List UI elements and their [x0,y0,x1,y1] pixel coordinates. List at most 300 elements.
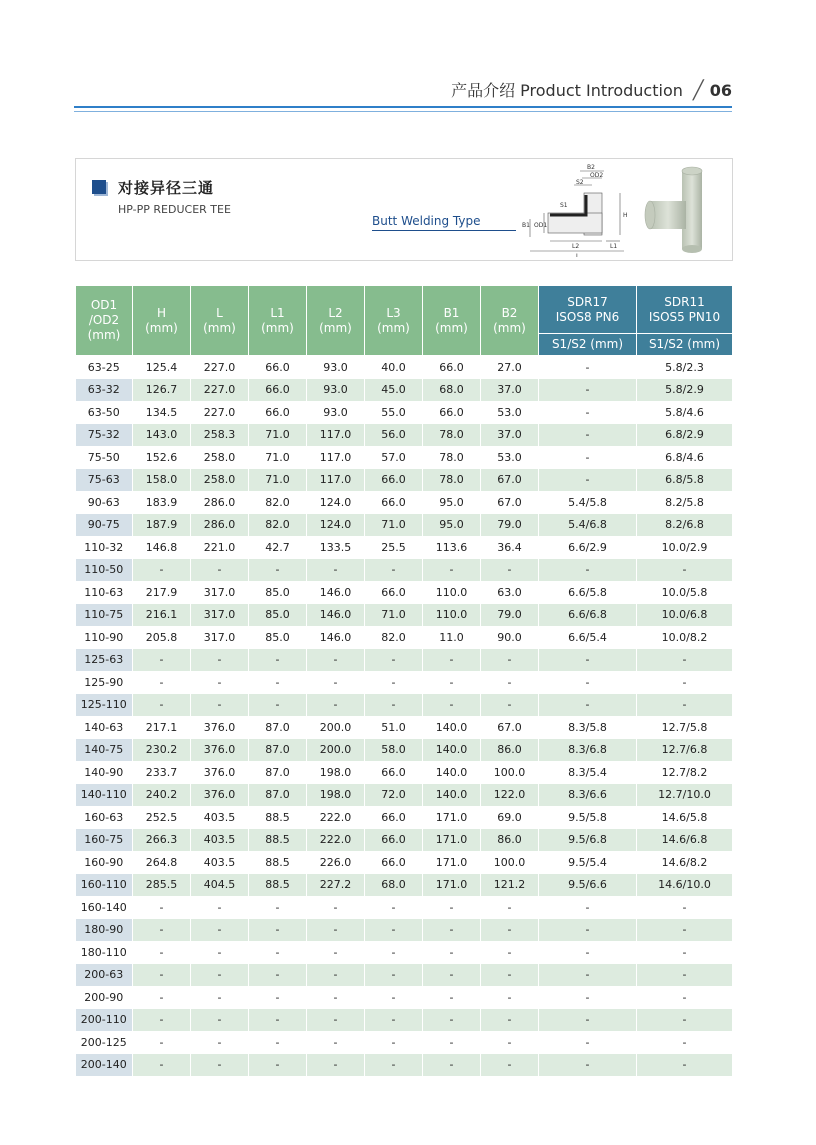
table-cell: 79.0 [481,514,539,537]
table-cell: - [365,1009,423,1032]
table-row [76,671,733,694]
table-cell: - [539,379,637,402]
table-cell: 58.0 [365,739,423,762]
table-row [76,536,733,559]
table-cell: 53.0 [481,446,539,469]
table-cell: 14.6/5.8 [637,806,733,829]
table-cell: 79.0 [481,604,539,627]
table-row [76,739,733,762]
table-cell: 376.0 [191,739,249,762]
table-cell: - [539,1031,637,1054]
table-cell: 63-32 [76,379,133,402]
table-cell: - [133,964,191,987]
header-title: 产品介绍 Product Introduction [451,81,683,100]
table-cell: 88.5 [249,829,307,852]
table-cell: 180-90 [76,919,133,942]
table-cell: - [249,1054,307,1077]
table-cell: 66.0 [365,806,423,829]
table-row [76,874,733,897]
table-cell: 376.0 [191,784,249,807]
table-cell: 63.0 [481,581,539,604]
table-row [76,829,733,852]
table-cell: - [307,941,365,964]
table-cell: 51.0 [365,716,423,739]
table-cell: 117.0 [307,446,365,469]
product-info-box [75,158,733,261]
table-cell: - [133,1009,191,1032]
table-cell: 6.6/6.8 [539,604,637,627]
table-cell: - [365,986,423,1009]
table-cell: 183.9 [133,491,191,514]
table-cell: - [481,694,539,717]
table-cell: 113.6 [423,536,481,559]
table-cell: 171.0 [423,851,481,874]
table-cell: - [539,986,637,1009]
page-number: 06 [709,81,732,100]
table-cell: 82.0 [249,491,307,514]
label-s1: S1 [560,202,568,209]
table-cell: - [539,919,637,942]
table-cell: 200.0 [307,716,365,739]
label-b2: B2 [587,164,595,171]
table-cell: - [481,919,539,942]
table-cell: - [423,671,481,694]
table-cell: - [637,649,733,672]
table-row [76,716,733,739]
table-cell: 376.0 [191,716,249,739]
table-cell: 9.5/5.4 [539,851,637,874]
table-cell: 200.0 [307,739,365,762]
table-cell: 146.0 [307,626,365,649]
table-cell: 88.5 [249,874,307,897]
table-cell: - [307,1031,365,1054]
slash-divider: ╱ [692,80,704,101]
table-cell: - [423,1009,481,1032]
label-l: L [576,253,580,257]
table-cell: 100.0 [481,851,539,874]
table-cell: 160-75 [76,829,133,852]
table-cell: 40.0 [365,356,423,379]
table-cell: - [307,964,365,987]
table-cell: 14.6/6.8 [637,829,733,852]
table-cell: 75-50 [76,446,133,469]
table-row [76,851,733,874]
table-row [76,896,733,919]
table-row [76,514,733,537]
label-l1: L1 [610,243,618,250]
table-cell: 66.0 [249,356,307,379]
table-row [76,941,733,964]
table-cell: - [481,671,539,694]
label-b1: B1 [522,222,530,229]
table-cell: 227.0 [191,356,249,379]
table-cell: 122.0 [481,784,539,807]
table-cell: - [133,559,191,582]
butt-welding-label: Butt Welding Type [372,214,516,231]
table-cell: 95.0 [423,514,481,537]
table-cell: - [365,559,423,582]
table-cell: - [481,649,539,672]
table-cell: - [539,1009,637,1032]
table-cell: - [191,671,249,694]
table-cell: 110-50 [76,559,133,582]
table-cell: 125-90 [76,671,133,694]
dimension-table [75,285,733,1076]
table-cell: - [539,941,637,964]
table-row [76,581,733,604]
table-cell: - [191,649,249,672]
page-header [74,78,732,108]
table-cell: 72.0 [365,784,423,807]
table-cell: - [191,1054,249,1077]
table-cell: 75-63 [76,469,133,492]
table-row [76,356,733,379]
table-cell: - [249,671,307,694]
table-cell: - [423,941,481,964]
table-cell: 125-63 [76,649,133,672]
table-cell: 5.4/6.8 [539,514,637,537]
table-cell: - [539,424,637,447]
table-cell: 160-140 [76,896,133,919]
table-cell: 125.4 [133,356,191,379]
table-cell: - [249,694,307,717]
table-cell: 66.0 [423,356,481,379]
table-cell: 68.0 [423,379,481,402]
col-sdr11-s: S1/S2 (mm) [637,334,733,356]
table-cell: 36.4 [481,536,539,559]
table-row [76,919,733,942]
table-cell: - [423,964,481,987]
col-b1: B1 (mm) [423,286,481,356]
col-l: L (mm) [191,286,249,356]
table-cell: - [307,896,365,919]
table-cell: - [307,1054,365,1077]
table-cell: - [637,986,733,1009]
table-cell: 5.8/2.3 [637,356,733,379]
table-row [76,379,733,402]
table-cell: - [637,941,733,964]
table-cell: 10.0/8.2 [637,626,733,649]
table-cell: 266.3 [133,829,191,852]
table-cell: - [133,941,191,964]
table-cell: 68.0 [365,874,423,897]
table-cell: - [637,1009,733,1032]
table-cell: 5.8/4.6 [637,401,733,424]
table-cell: - [191,896,249,919]
table-cell: 14.6/10.0 [637,874,733,897]
table-cell: - [539,559,637,582]
table-cell: - [191,559,249,582]
table-cell: 8.3/5.4 [539,761,637,784]
table-cell: - [307,559,365,582]
table-cell: - [637,694,733,717]
table-cell: 110-32 [76,536,133,559]
table-cell: 110.0 [423,604,481,627]
header-rule-thin [74,111,732,112]
table-cell: - [133,649,191,672]
table-cell: 240.2 [133,784,191,807]
table-cell: - [365,1031,423,1054]
table-cell: 376.0 [191,761,249,784]
table-cell: - [365,919,423,942]
product-title-cn: 对接异径三通 [118,179,215,197]
table-cell: 75-32 [76,424,133,447]
table-cell: - [423,986,481,1009]
table-cell: 146.8 [133,536,191,559]
table-cell: 125-110 [76,694,133,717]
table-cell: 6.6/5.4 [539,626,637,649]
table-cell: - [365,896,423,919]
table-cell: - [539,401,637,424]
table-row [76,469,733,492]
table-cell: - [191,694,249,717]
table-cell: - [423,694,481,717]
table-cell: 6.8/2.9 [637,424,733,447]
table-cell: 160-110 [76,874,133,897]
table-cell: 117.0 [307,469,365,492]
table-cell: - [539,694,637,717]
table-cell: 8.2/6.8 [637,514,733,537]
table-cell: - [191,1009,249,1032]
table-cell: 140-63 [76,716,133,739]
table-cell: 6.8/5.8 [637,469,733,492]
table-cell: - [539,469,637,492]
col-l2: L2 (mm) [307,286,365,356]
table-cell: 222.0 [307,829,365,852]
table-cell: 67.0 [481,469,539,492]
table-cell: 146.0 [307,581,365,604]
table-cell: 110-75 [76,604,133,627]
table-cell: 134.5 [133,401,191,424]
table-cell: 187.9 [133,514,191,537]
table-cell: - [365,1054,423,1077]
table-cell: - [191,964,249,987]
table-cell: 88.5 [249,851,307,874]
table-cell: 10.0/6.8 [637,604,733,627]
table-cell: 57.0 [365,446,423,469]
label-s2: S2 [576,179,584,186]
table-cell: - [191,986,249,1009]
table-cell: - [423,1031,481,1054]
table-cell: - [539,896,637,919]
table-cell: 121.2 [481,874,539,897]
table-cell: 88.5 [249,806,307,829]
table-cell: 12.7/6.8 [637,739,733,762]
table-cell: 200-110 [76,1009,133,1032]
table-cell: 66.0 [249,401,307,424]
table-cell: 158.0 [133,469,191,492]
table-cell: - [423,1054,481,1077]
table-cell: 67.0 [481,491,539,514]
table-cell: 12.7/8.2 [637,761,733,784]
table-cell: - [539,356,637,379]
table-row [76,401,733,424]
table-cell: - [249,896,307,919]
table-cell: - [423,649,481,672]
table-cell: - [481,964,539,987]
table-cell: 63-25 [76,356,133,379]
table-cell: - [133,986,191,1009]
table-cell: - [307,919,365,942]
table-cell: 317.0 [191,626,249,649]
table-cell: 45.0 [365,379,423,402]
table-cell: - [481,1031,539,1054]
table-cell: - [191,1031,249,1054]
table-row [76,986,733,1009]
table-cell: 66.0 [249,379,307,402]
table-cell: 227.2 [307,874,365,897]
table-cell: - [539,964,637,987]
table-cell: 82.0 [249,514,307,537]
table-cell: 6.8/4.6 [637,446,733,469]
table-cell: - [637,1054,733,1077]
table-cell: - [481,896,539,919]
table-cell: 12.7/5.8 [637,716,733,739]
table-cell: 8.3/5.8 [539,716,637,739]
table-cell: 317.0 [191,581,249,604]
table-cell: 221.0 [191,536,249,559]
table-cell: - [481,559,539,582]
table-cell: 8.2/5.8 [637,491,733,514]
label-l2: L2 [572,243,580,250]
table-cell: 66.0 [365,581,423,604]
table-row [76,1009,733,1032]
table-cell: - [423,559,481,582]
table-cell: 258.0 [191,469,249,492]
table-cell: - [133,919,191,942]
table-cell: - [637,964,733,987]
table-cell: 95.0 [423,491,481,514]
table-cell: 140.0 [423,784,481,807]
table-cell: 66.0 [365,851,423,874]
table-cell: 71.0 [365,604,423,627]
table-cell: 226.0 [307,851,365,874]
table-row [76,559,733,582]
table-cell: 71.0 [365,514,423,537]
table-cell: - [249,649,307,672]
table-cell: 110-63 [76,581,133,604]
table-cell: 11.0 [423,626,481,649]
table-cell: - [481,941,539,964]
tee-dimension-diagram [520,163,636,257]
table-cell: 171.0 [423,806,481,829]
table-cell: 317.0 [191,604,249,627]
table-cell: 180-110 [76,941,133,964]
table-row [76,964,733,987]
table-cell: 87.0 [249,784,307,807]
table-cell: - [133,694,191,717]
table-cell: 200-140 [76,1054,133,1077]
table-cell: 93.0 [307,379,365,402]
table-row [76,784,733,807]
table-cell: - [365,671,423,694]
col-b2: B2 (mm) [481,286,539,356]
table-cell: 124.0 [307,514,365,537]
col-l3: L3 (mm) [365,286,423,356]
table-cell: 227.0 [191,401,249,424]
table-cell: 100.0 [481,761,539,784]
table-cell: 140-110 [76,784,133,807]
table-cell: 66.0 [365,469,423,492]
table-cell: 200-125 [76,1031,133,1054]
table-row [76,1054,733,1077]
table-cell: 55.0 [365,401,423,424]
table-cell: 37.0 [481,379,539,402]
table-cell: 71.0 [249,446,307,469]
table-cell: - [637,896,733,919]
table-row [76,761,733,784]
table-cell: - [133,1054,191,1077]
table-cell: 198.0 [307,761,365,784]
table-cell: 160-90 [76,851,133,874]
table-cell: 140.0 [423,739,481,762]
table-cell: 110-90 [76,626,133,649]
table-cell: - [307,694,365,717]
table-cell: - [365,964,423,987]
table-cell: 12.7/10.0 [637,784,733,807]
table-cell: 71.0 [249,424,307,447]
table-cell: 53.0 [481,401,539,424]
table-row [76,446,733,469]
table-cell: 403.5 [191,829,249,852]
table-cell: 10.0/5.8 [637,581,733,604]
table-cell: - [133,896,191,919]
table-cell: 8.3/6.8 [539,739,637,762]
table-cell: 14.6/8.2 [637,851,733,874]
table-cell: 217.9 [133,581,191,604]
table-cell: 90.0 [481,626,539,649]
table-cell: 37.0 [481,424,539,447]
table-row [76,604,733,627]
table-cell: - [307,1009,365,1032]
table-cell: 25.5 [365,536,423,559]
table-cell: - [365,649,423,672]
table-cell: 258.3 [191,424,249,447]
table-cell: - [307,671,365,694]
table-cell: - [637,919,733,942]
table-cell: 66.0 [423,401,481,424]
col-od: OD1 /OD2 (mm) [76,286,133,356]
table-cell: - [637,1031,733,1054]
table-cell: - [423,919,481,942]
table-cell: 117.0 [307,424,365,447]
table-cell: 10.0/2.9 [637,536,733,559]
table-row [76,806,733,829]
table-cell: - [423,896,481,919]
table-cell: - [249,941,307,964]
table-cell: - [249,559,307,582]
table-cell: 198.0 [307,784,365,807]
table-cell: 87.0 [249,761,307,784]
table-cell: - [249,1031,307,1054]
table-row [76,649,733,672]
col-sdr17: SDR17 ISOS8 PN6 [539,286,637,334]
table-cell: 403.5 [191,851,249,874]
table-cell: 285.5 [133,874,191,897]
table-cell: 286.0 [191,491,249,514]
table-cell: - [481,1054,539,1077]
table-cell: 63-50 [76,401,133,424]
table-cell: - [365,694,423,717]
product-title-en: HP-PP REDUCER TEE [118,203,231,216]
table-cell: - [539,671,637,694]
table-cell: 85.0 [249,626,307,649]
table-cell: 217.1 [133,716,191,739]
table-cell: - [133,671,191,694]
table-cell: 85.0 [249,604,307,627]
table-cell: 86.0 [481,829,539,852]
table-cell: - [539,446,637,469]
